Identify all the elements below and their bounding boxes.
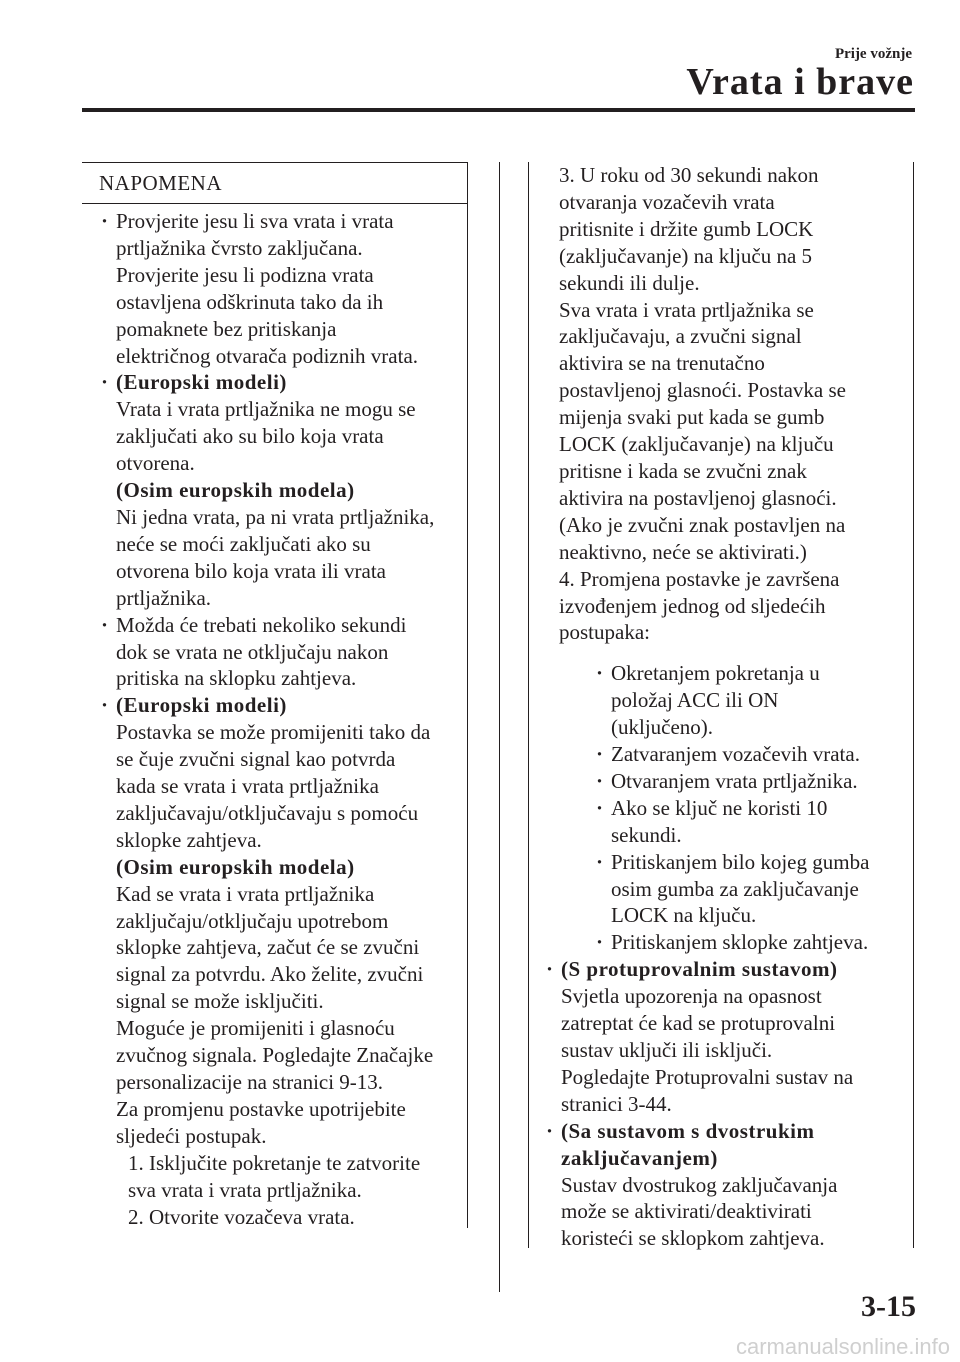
text-line: Moguće je promijeniti i glasnoću (116, 1016, 395, 1041)
text-line: stranici 3-44. (561, 1091, 672, 1116)
text-line: Kad se vrata i vrata prtljažnika (116, 881, 375, 906)
text-line: Sva vrata i vrata prtljažnika se (559, 297, 814, 322)
text-line: aktivira se na trenutačno (559, 351, 765, 376)
text-line: Postavka se može promijeniti tako da (116, 720, 431, 745)
text-line: sustav uključi ili isključi. (561, 1038, 773, 1062)
bullet-alarm-text (561, 983, 905, 1118)
text-line: postavljenoj glasnoći. Postavka se (559, 378, 846, 403)
text-line: (zaključavanje) na ključu na 5 (559, 243, 813, 268)
text-line: · Otvaranjem vrata prtljažnika. (611, 768, 858, 793)
text-line: 4. Promjena postavke je završena (559, 566, 840, 591)
right-column (528, 162, 914, 1251)
text-line: električnog otvarača podiznih vrata. (116, 343, 419, 368)
text-line: osim gumba za zaključavanje (611, 876, 859, 901)
note-bullet-2-text (116, 396, 457, 477)
watermark: carmanualsonline.info (735, 1334, 950, 1359)
text-line: postupaka: (559, 620, 650, 645)
note-bullet-4 (98, 692, 457, 1230)
text-line: Svjetla upozorenja na opasnost (561, 984, 822, 1009)
text-line: · (Sa sustavom s dvostrukim (561, 1118, 815, 1143)
note-heading: NAPOMENA (82, 163, 467, 204)
note-bullet-2 (98, 369, 457, 611)
bullet-double-lock-text (561, 1172, 905, 1253)
text-line: neće se moći zaključati ako su (116, 531, 371, 556)
step-3 (543, 162, 905, 566)
note-box (82, 162, 468, 1228)
text-line: se čuje zvučni signal kao potvrda (116, 747, 396, 772)
text-line: dok se vrata ne otključaju nakon (116, 639, 389, 664)
note-bullet-3 (98, 612, 457, 693)
text-line: · Provjerite jesu li sva vrata i vrata (116, 209, 394, 233)
text-line: · Ako se ključ ne koristi 10 (611, 795, 828, 820)
sub-bullet-6 (593, 929, 905, 956)
note-bullet-4-subhead: (Osim europskih modela) (116, 854, 355, 879)
text-line: · Možda će trebati nekoliko sekundi (116, 612, 407, 637)
text-line: personalizacije na stranici 9-13. (116, 1070, 384, 1094)
text-line: 3. U roku od 30 sekundi nakon (559, 163, 819, 187)
text-line: Vrata i vrata prtljažnika ne mogu se (116, 397, 416, 422)
text-line: sva vrata i vrata prtljažnika. (128, 1177, 362, 1202)
bullet-double-lock (543, 1118, 905, 1253)
text-line: pritiska na sklopku zahtjeva. (116, 666, 357, 691)
text-line: otvaranja vozačevih vrata (559, 189, 775, 214)
text-line: pomaknete bez pritiskanja (116, 316, 337, 341)
sub-bullet-5 (593, 849, 905, 930)
text-line: zaključavaju/otključavaju s pomoću (116, 800, 419, 825)
text-line: položaj ACC ili ON (611, 688, 779, 713)
text-line: aktivira na postavljenoj glasnoći. (559, 485, 837, 510)
text-line: · Okretanjem pokretanja u (611, 661, 820, 686)
bullet-alarm (543, 956, 905, 1117)
text-line: ostavljena odškrinuta tako da ih (116, 289, 384, 314)
text-line: LOCK (zaključavanje) na ključu (559, 432, 834, 457)
text-line: pritisne i kada se zvučni znak (559, 458, 807, 483)
text-line: mijenja svaki put kada se gumb (559, 405, 825, 430)
text-line: Pogledajte Protuprovalni sustav na (561, 1064, 854, 1089)
note-bullet-4-subtext (116, 881, 457, 1150)
note-bullet-4-head: · (Europski modeli) (116, 693, 287, 718)
text-line: sklopke zahtjeva. (116, 827, 262, 852)
note-bullet-1 (98, 208, 457, 369)
section-label: Prije vožnje (834, 46, 912, 62)
header-rule (82, 108, 915, 112)
text-line: otvorena bilo koja vrata ili vrata (116, 558, 386, 583)
bullet-double-lock-head (561, 1118, 905, 1172)
text-line: može se aktivirati/deaktivirati (561, 1199, 812, 1224)
text-line: sljedeći postupak. (116, 1123, 267, 1148)
text-line: zvučnog signala. Pogledajte Značajke (116, 1043, 434, 1068)
text-line: signal za potvrdu. Ako želite, zvučni (116, 962, 424, 987)
text-line: zaključavaju, a zvučni signal (559, 324, 802, 349)
note-bullet-2-subhead: (Osim europskih modela) (116, 478, 355, 503)
text-line: sekundi. (611, 822, 682, 847)
text-line: Sustav dvostrukog zaključavanja (561, 1172, 838, 1197)
text-line: neaktivno, neće se aktivirati.) (559, 539, 807, 564)
sub-bullet-3 (593, 768, 905, 795)
text-line: izvođenjem jednog od sljedećih (559, 593, 826, 618)
center-divider (499, 162, 500, 1292)
text-line: 1. Isključite pokretanje te zatvorite (128, 1150, 421, 1175)
bullet-alarm-head: · (S protuprovalnim sustavom) (561, 957, 838, 982)
sub-bullet-4 (593, 795, 905, 849)
text-line: otvorena. (116, 451, 195, 476)
text-line: · Zatvaranjem vozačevih vrata. (611, 742, 860, 767)
sub-bullet-1 (593, 660, 905, 741)
text-line: 2. Otvorite vozačeva vrata. (128, 1204, 355, 1229)
text-line: prtljažnika čvrsto zaključana. (116, 235, 363, 260)
step-4 (543, 566, 905, 647)
text-line: zatreptat će kad se protuprovalni (561, 1011, 836, 1036)
spacer (543, 646, 905, 660)
text-line: pritisnite i držite gumb LOCK (559, 216, 814, 241)
text-line: · Pritiskanjem sklopke zahtjeva. (611, 930, 869, 955)
page-title: Vrata i brave (686, 61, 914, 103)
text-line: (Ako je zvučni znak postavljen na (559, 512, 846, 537)
note-bullet-2-subtext (116, 504, 457, 612)
text-line: LOCK na ključu. (611, 903, 757, 928)
text-line: (uključeno). (611, 715, 714, 740)
text-line: koristeći se sklopkom zahtjeva. (561, 1226, 825, 1251)
text-line: sklopke zahtjeva, začut će se zvučni (116, 935, 420, 960)
text-line: · Pritiskanjem bilo kojeg gumba (611, 849, 870, 874)
sub-bullet-2 (593, 741, 905, 768)
text-line: zaključaju/otključaju upotrebom (116, 908, 389, 933)
note-bullet-2-head: · (Europski modeli) (116, 370, 287, 395)
text-line: sekundi ili dulje. (559, 270, 700, 295)
text-line: Ni jedna vrata, pa ni vrata prtljažnika, (116, 504, 435, 529)
text-line: zaključavanjem) (561, 1145, 718, 1170)
text-line: signal se može isključiti. (116, 989, 324, 1014)
text-line: zaključati ako su bilo koja vrata (116, 424, 384, 449)
note-bullet-4-text (116, 719, 457, 854)
text-line: kada se vrata i vrata prtljažnika (116, 774, 379, 799)
page-number: 3-15 (861, 1290, 916, 1323)
note-step-1 (116, 1150, 457, 1204)
note-body (82, 204, 467, 1230)
text-line: Za promjenu postavke upotrijebite (116, 1096, 406, 1121)
text-line: prtljažnika. (116, 585, 212, 610)
note-step-2 (116, 1204, 457, 1231)
text-line: Provjerite jesu li podizna vrata (116, 262, 374, 287)
